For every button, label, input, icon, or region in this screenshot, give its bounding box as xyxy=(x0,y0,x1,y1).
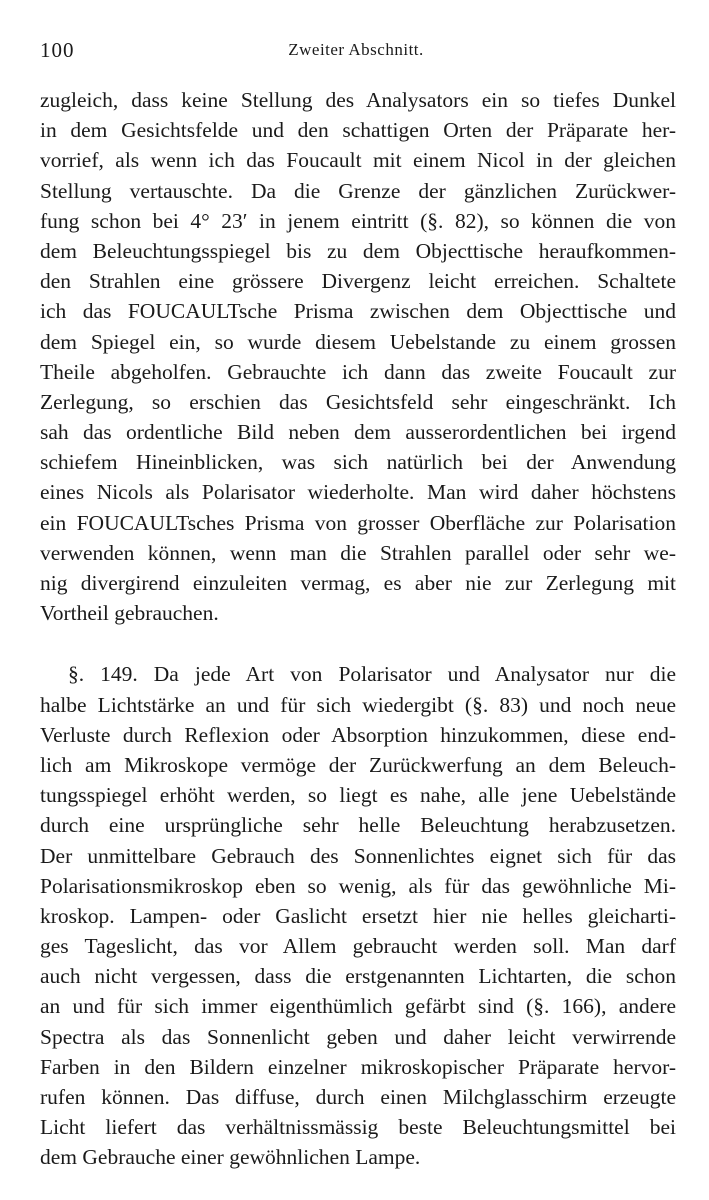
text-line: ich das FOUCAULTsche Prisma zwischen dem Objecttische und xyxy=(40,299,676,324)
text-line: Licht liefert das verhältnissmässig beste Beleuchtungsmittel bei xyxy=(40,1115,676,1140)
text-line: schiefem Hineinblicken, was sich natürlich bei der Anwendung xyxy=(40,450,676,475)
text-line: in dem Gesichtsfelde und den schattigen Orten der Präparate her- xyxy=(40,118,676,143)
text-line: lich am Mikroskope vermöge der Zurückwerfung an dem Beleuch- xyxy=(40,752,676,777)
text-line: eines Nicols als Polarisator wiederholte. Man wird daher höchstens xyxy=(40,480,676,505)
text-line: Verluste durch Reflexion oder Absorption hinzukommen, diese end- xyxy=(40,722,676,747)
text-line: kroskop. Lampen- oder Gaslicht ersetzt hier nie helles gleicharti- xyxy=(40,903,676,928)
text-line: vorrief, als wenn ich das Foucault mit einem Nicol in der gleichen xyxy=(40,148,676,173)
text-line: verwenden können, wenn man die Strahlen parallel oder sehr we- xyxy=(40,540,676,565)
text-line: tungsspiegel erhöht werden, so liegt es nahe, alle jene Uebelstände xyxy=(40,783,676,808)
paragraph-2 xyxy=(40,659,676,1172)
text-line: Zerlegung, so erschien das Gesichtsfeld sehr eingeschränkt. Ich xyxy=(40,389,676,414)
text-line: sah das ordentliche Bild neben dem ausserordentlichen bei irgend xyxy=(40,420,676,445)
paragraph-gap xyxy=(40,628,676,659)
body-text xyxy=(40,85,676,1173)
text-line: Vortheil gebrauchen. xyxy=(40,601,219,626)
text-line: an und für sich immer eigenthümlich gefärbt sind (§. 166), andere xyxy=(40,994,676,1019)
text-line: zugleich, dass keine Stellung des Analysators ein so tiefes Dunkel xyxy=(40,88,676,112)
running-head: Zweiter Abschnitt. xyxy=(288,40,424,59)
text-line: auch nicht vergessen, dass die erstgenannten Lichtarten, die schon xyxy=(40,964,676,989)
text-line: Polarisationsmikroskop eben so wenig, als für das gewöhnliche Mi- xyxy=(40,873,676,898)
page-number: 100 xyxy=(40,38,75,62)
text-line: fung schon bei 4° 23′ in jenem eintritt (§. 82), so können die von xyxy=(40,208,676,233)
text-line: ges Tageslicht, das vor Allem gebraucht werden soll. Man darf xyxy=(40,934,676,959)
page-header xyxy=(40,38,672,68)
text-line: den Strahlen eine grössere Divergenz leicht erreichen. Schaltete xyxy=(40,269,676,294)
text-line: rufen können. Das diffuse, durch einen Milchglasschirm erzeugte xyxy=(40,1085,676,1109)
text-line: dem Spiegel ein, so wurde diesem Uebelstande zu einem grossen xyxy=(40,329,676,354)
text-line: Farben in den Bildern einzelner mikroskopischer Präparate hervor- xyxy=(40,1054,676,1079)
text-line: §. 149. Da jede Art von Polarisator und Analysator nur die xyxy=(68,662,676,687)
text-line: halbe Lichtstärke an und für sich wiedergibt (§. 83) und noch neue xyxy=(40,692,676,717)
text-line: dem Beleuchtungsspiegel bis zu dem Objecttische heraufkommen- xyxy=(40,238,676,263)
paragraph-1 xyxy=(40,85,676,628)
text-line: nig divergirend einzuleiten vermag, es aber nie zur Zerlegung mit xyxy=(40,571,676,595)
text-line: ein FOUCAULTsches Prisma von grosser Oberfläche zur Polarisation xyxy=(40,510,676,535)
text-line: Stellung vertauschte. Da die Grenze der gänzlichen Zurückwer- xyxy=(40,178,676,203)
text-line: Spectra als das Sonnenlicht geben und daher leicht verwirrende xyxy=(40,1024,676,1049)
text-line: dem Gebrauche einer gewöhnlichen Lampe. xyxy=(40,1145,421,1170)
text-line: durch eine ursprüngliche sehr helle Beleuchtung herabzusetzen. xyxy=(40,813,676,838)
text-line: Der unmittelbare Gebrauch des Sonnenlichtes eignet sich für das xyxy=(40,843,676,868)
text-line: Theile abgeholfen. Gebrauchte ich dann das zweite Foucault zur xyxy=(40,359,676,384)
